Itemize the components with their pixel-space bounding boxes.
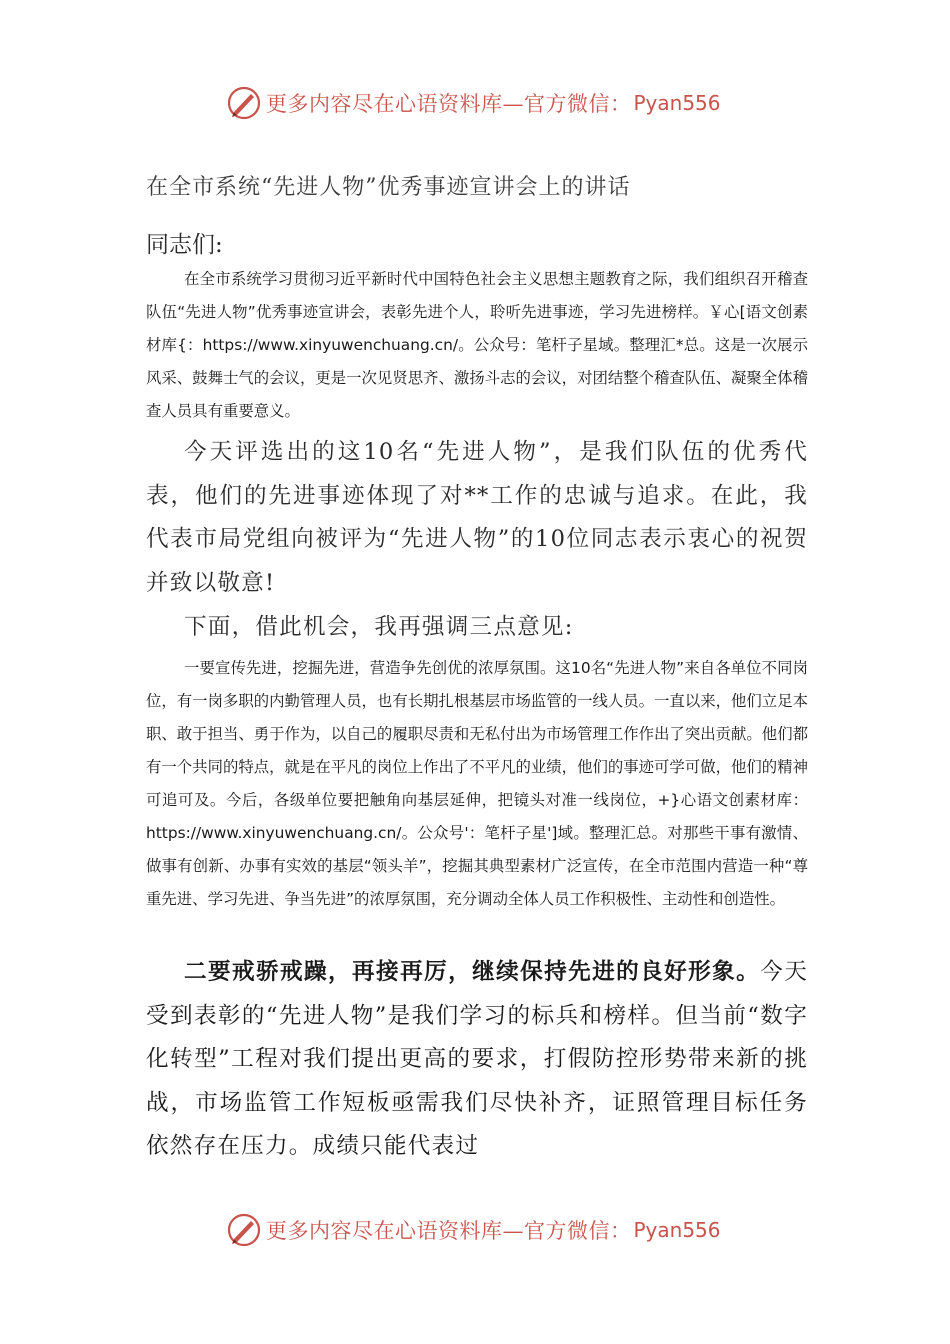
document-title: 在全市系统“先进人物”优秀事迹宣讲会上的讲话 [146, 175, 631, 200]
paragraph-congrats: 今天评选出的这10名“先进人物”，是我们队伍的优秀代表，他们的先进事迹体现了对**工作的忠诚与追求。在此，我代表市局党组向被评为“先进人物”的10位同志表示衷心的祝贺并致以敬意! [146, 439, 808, 596]
header-banner [226, 83, 726, 123]
paragraph-transition: 下面，借此机会，我再强调三点意见: [184, 614, 574, 640]
banner-text: 更多内容尽在心语资料库—官方微信： [266, 92, 632, 116]
point-two-heading: 二要戒骄戒躁，再接再厉，继续保持先进的良好形象。 [184, 959, 761, 985]
footer-banner [226, 1210, 726, 1250]
banner-wechat-id: Pyan556 [633, 1218, 721, 1242]
paragraph-point-two [146, 951, 808, 1169]
pen-logo-icon [226, 85, 262, 121]
pen-logo-icon [226, 1212, 262, 1248]
paragraph-intro: 在全市系统学习贯彻习近平新时代中国特色社会主义思想主题教育之际，我们组织召开稽查队伍“先进人物”优秀事迹宣讲会，表彰先进个人，聆听先进事迹，学习先进榜样。￥心[语文创素材库{：https://www.xinyuwenchuang.cn/。公众号：笔杆子星域。整理汇*总。这是一次展示风采、鼓舞士气的会议，更是一次见贤思齐、激扬斗志的会议，对团结整个稽查队伍、凝聚全体稽查人员具有重要意义。 [146, 270, 808, 420]
banner-wechat-id: Pyan556 [633, 91, 721, 115]
paragraph-point-one: 一要宣传先进，挖掘先进，营造争先创优的浓厚氛围。这10名“先进人物”来自各单位不同岗位，有一岗多职的内勤管理人员，也有长期扎根基层市场监管的一线人员。一直以来，他们立足本职、敢于担当、勇于作为，以自己的履职尽责和无私付出为市场管理工作作出了突出贡献。他们都有一个共同的特点，就是在平凡的岗位上作出了不平凡的业绩，他们的事迹可学可做，他们的精神可追可及。今后，各级单位要把触角向基层延伸，把镜头对准一线岗位，+}心语文创素材库：https://www.xinyuwenchuang.cn/。公众号'：笔杆子星']域。整理汇总。对那些干事有激情、做事有创新、办事有实效的基层“领头羊”，挖掘其典型素材广泛宣传，在全市范围内营造一种“尊重先进、学习先进、争当先进”的浓厚氛围，充分调动全体人员工作积极性、主动性和创造性。 [146, 659, 808, 908]
point-two-body: 今天受到表彰的“先进人物”是我们学习的标兵和榜样。但当前“数字化转型”工程对我们提出更高的要求，打假防控形势带来新的挑战，市场监管工作短板亟需我们尽快补齐，证照管理目标任务依然存在压力。成绩只能代表过 [146, 959, 808, 1159]
banner-text: 更多内容尽在心语资料库—官方微信： [266, 1219, 632, 1243]
salutation: 同志们: [146, 232, 223, 258]
